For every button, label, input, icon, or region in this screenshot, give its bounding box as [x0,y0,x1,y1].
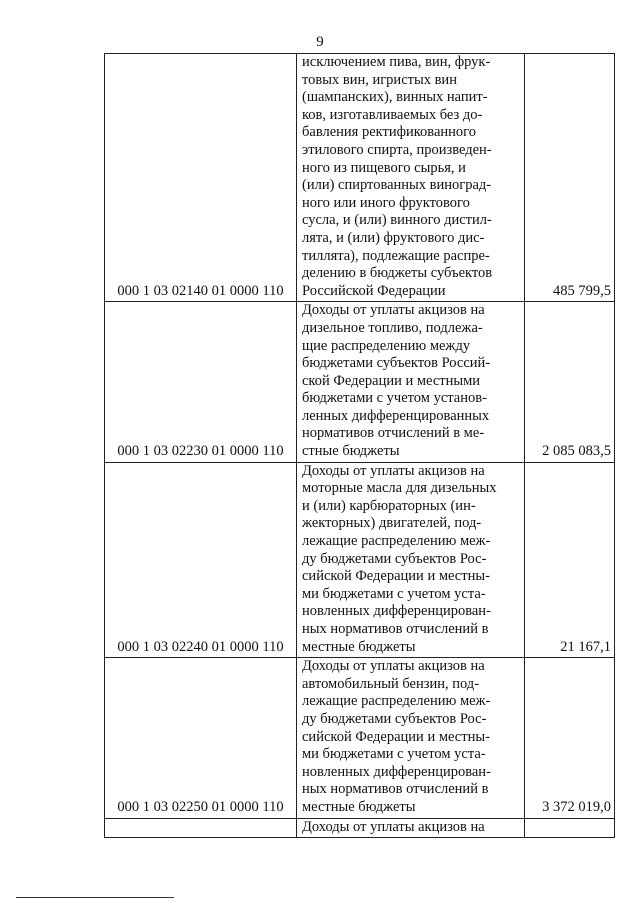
table-row [105,462,615,658]
table-row [105,302,615,462]
revenue-amount: 485 799,5 [525,54,615,302]
table-row-continued [105,818,615,838]
revenue-amount [525,818,615,838]
revenue-description: Доходы от уплаты акцизов на автомобильный бензин, под- лежащие распределению меж- ду бюджетами субъектов Рос- сийской Федерации и местны- ми бюджетами с учетом уста- новленных дифференцирован- ных нормативов отчислений в местные бюджеты [297,658,525,818]
page-number: 9 [316,34,324,50]
budget-classification-code: 000 1 03 02230 01 0000 110 [105,302,297,462]
revenue-amount: 21 167,1 [525,462,615,658]
table-row [105,54,615,302]
revenue-amount: 2 085 083,5 [525,302,615,462]
revenue-description: исключением пива, вин, фрук- товых вин, игристых вин (шампанских), винных напит- ков, изготавливаемых без до- бавления ректификованного этилового спирта, произведен- ного из пищевого сырья, и (или) спиртованных виноград- ного или иного фруктового сусла, и (или) винного дистил- лята, и (или) фруктового дис- тиллята), подлежащие распре- делению в бюджеты субъектов Российской Федерации [297,54,525,302]
revenue-description: Доходы от уплаты акцизов на дизельное топливо, подлежа- щие распределению между бюджетами субъектов Россий- ской Федерации и местными бюджетами с учетом установ- ленных дифференцированных нормативов отчислений в ме- стные бюджеты [297,302,525,462]
budget-classification-code [105,818,297,838]
revenue-description: Доходы от уплаты акцизов на [297,818,525,838]
footnote-divider [16,897,174,898]
budget-classification-code: 000 1 03 02240 01 0000 110 [105,462,297,658]
budget-revenue-table [104,53,615,838]
revenue-amount: 3 372 019,0 [525,658,615,818]
table-row [105,658,615,818]
budget-classification-code: 000 1 03 02140 01 0000 110 [105,54,297,302]
revenue-description: Доходы от уплаты акцизов на моторные масла для дизельных и (или) карбюраторных (ин- жекторных) двигателей, под- лежащие распределению меж- ду бюджетами субъектов Рос- сийской Федерации и местны- ми бюджетами с учетом уста- новленных дифференцирован- ных нормативов отчислений в местные бюджеты [297,462,525,658]
budget-classification-code: 000 1 03 02250 01 0000 110 [105,658,297,818]
